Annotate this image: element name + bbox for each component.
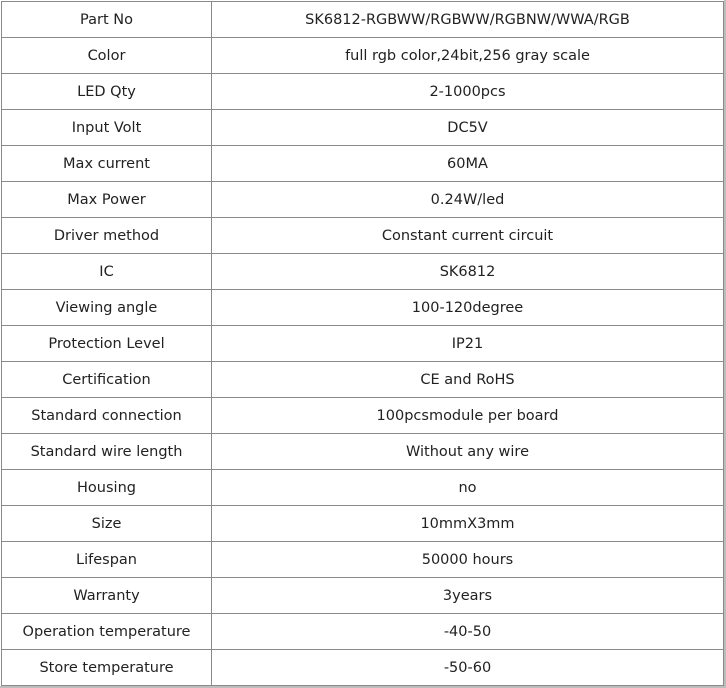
row-label: Viewing angle	[2, 290, 212, 326]
row-label: LED Qty	[2, 74, 212, 110]
row-label: Standard wire length	[2, 434, 212, 470]
row-label: IC	[2, 254, 212, 290]
table-row	[2, 146, 724, 182]
row-label: Part No	[2, 2, 212, 38]
table-row	[2, 110, 724, 146]
table-row	[2, 506, 724, 542]
table-row	[2, 74, 724, 110]
row-label: Size	[2, 506, 212, 542]
table-row	[2, 326, 724, 362]
table-row	[2, 2, 724, 38]
row-label: Driver method	[2, 218, 212, 254]
table-row	[2, 362, 724, 398]
row-value: Constant current circuit	[212, 218, 724, 254]
row-label: Lifespan	[2, 542, 212, 578]
row-value: 10mmX3mm	[212, 506, 724, 542]
table-row	[2, 38, 724, 74]
row-value: 60MA	[212, 146, 724, 182]
row-value: Without any wire	[212, 434, 724, 470]
row-value: 100-120degree	[212, 290, 724, 326]
row-label: Store temperature	[2, 650, 212, 686]
table-row	[2, 182, 724, 218]
row-value: 3years	[212, 578, 724, 614]
row-label: Operation temperature	[2, 614, 212, 650]
table-row	[2, 470, 724, 506]
row-value: SK6812-RGBWW/RGBWW/RGBNW/WWA/RGB	[212, 2, 724, 38]
spec-table-body	[2, 2, 724, 686]
table-row	[2, 578, 724, 614]
row-value: 100pcsmodule per board	[212, 398, 724, 434]
row-value: IP21	[212, 326, 724, 362]
table-row	[2, 434, 724, 470]
table-row	[2, 650, 724, 686]
row-label: Max current	[2, 146, 212, 182]
table-row	[2, 218, 724, 254]
spec-table	[1, 1, 724, 686]
row-value: -40-50	[212, 614, 724, 650]
row-value: no	[212, 470, 724, 506]
row-label: Standard connection	[2, 398, 212, 434]
row-value: 50000 hours	[212, 542, 724, 578]
row-value: DC5V	[212, 110, 724, 146]
row-label: Color	[2, 38, 212, 74]
row-label: Protection Level	[2, 326, 212, 362]
row-value: CE and RoHS	[212, 362, 724, 398]
row-value: 0.24W/led	[212, 182, 724, 218]
row-label: Input Volt	[2, 110, 212, 146]
row-label: Warranty	[2, 578, 212, 614]
row-value: -50-60	[212, 650, 724, 686]
row-label: Max Power	[2, 182, 212, 218]
table-row	[2, 290, 724, 326]
row-value: 2-1000pcs	[212, 74, 724, 110]
row-label: Housing	[2, 470, 212, 506]
table-row	[2, 542, 724, 578]
row-value: SK6812	[212, 254, 724, 290]
row-label: Certification	[2, 362, 212, 398]
table-row	[2, 614, 724, 650]
table-row	[2, 254, 724, 290]
table-row	[2, 398, 724, 434]
row-value: full rgb color,24bit,256 gray scale	[212, 38, 724, 74]
